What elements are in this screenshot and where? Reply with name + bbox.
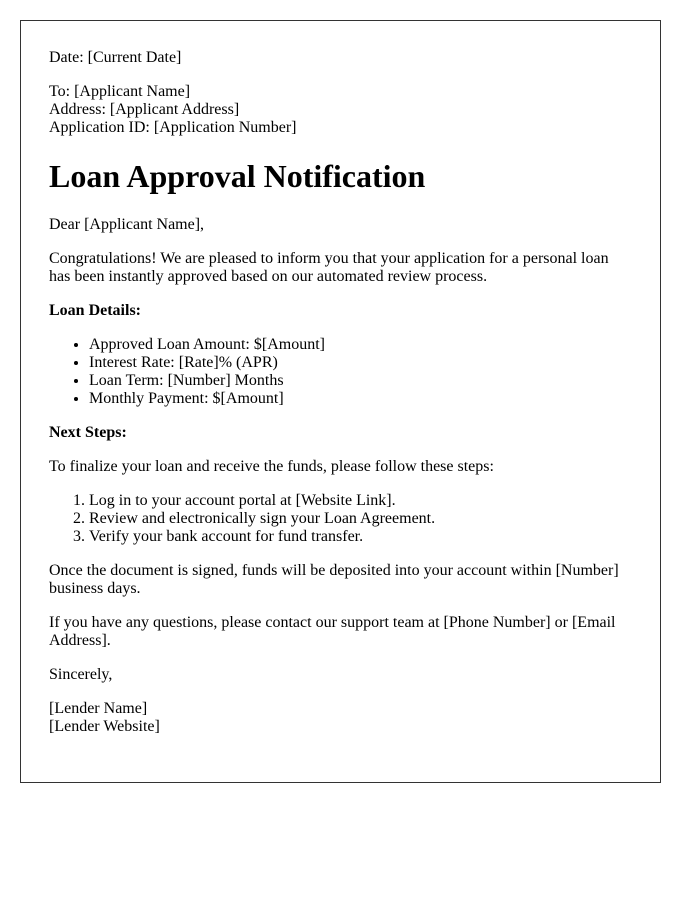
next-step-item: 3. Verify your bank account for fund transfer. xyxy=(89,528,632,546)
lender-website: [Lender Website] xyxy=(49,718,160,735)
next-steps-heading-text: Next Steps: xyxy=(49,424,127,441)
intro-paragraph: Congratulations! We are pleased to inform you that your application for a personal loan has been instantly approved based on our automated review process. xyxy=(49,250,609,285)
signature-block xyxy=(49,700,632,736)
letter-title: Loan Approval Notification xyxy=(49,158,426,194)
salutation: Dear [Applicant Name], xyxy=(49,216,205,233)
loan-details-heading xyxy=(49,302,632,320)
lender-name: [Lender Name] xyxy=(49,700,148,717)
recipient-address-line: Address: [Applicant Address] xyxy=(49,101,240,118)
deposit-paragraph: Once the document is signed, funds will be deposited into your account within [Number] business days. xyxy=(49,562,619,597)
next-steps-list xyxy=(49,492,632,546)
next-steps-intro: To finalize your loan and receive the funds, please follow these steps: xyxy=(49,458,494,475)
loan-detail-item: • Loan Term: [Number] Months xyxy=(89,372,632,390)
recipient-to-line: To: [Applicant Name] xyxy=(49,83,191,100)
date-line: Date: [Current Date] xyxy=(49,49,182,66)
loan-detail-item: • Monthly Payment: $[Amount] xyxy=(89,390,632,408)
loan-approval-letter xyxy=(20,20,661,783)
loan-details-heading-text: Loan Details: xyxy=(49,302,141,319)
loan-details-list xyxy=(49,336,632,408)
loan-detail-item: • Interest Rate: [Rate]% (APR) xyxy=(89,354,632,372)
contact-paragraph: If you have any questions, please contact our support team at [Phone Number] or [Email Address]. xyxy=(49,614,616,649)
next-step-item: 2. Review and electronically sign your Loan Agreement. xyxy=(89,510,632,528)
loan-detail-item: • Approved Loan Amount: $[Amount] xyxy=(89,336,632,354)
closing: Sincerely, xyxy=(49,666,113,683)
next-step-item: 1. Log in to your account portal at [Website Link]. xyxy=(89,492,632,510)
recipient-block xyxy=(49,83,632,137)
next-steps-heading xyxy=(49,424,632,442)
application-id-line: Application ID: [Application Number] xyxy=(49,119,297,136)
